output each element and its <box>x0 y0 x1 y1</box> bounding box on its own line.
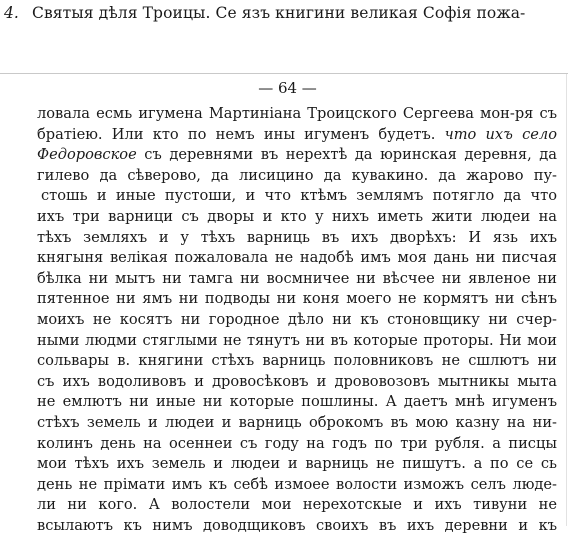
text-line-19: день не прімати имъ къ себѣ измоее волости изможъ селъ люде- <box>37 475 557 493</box>
text-line-6: ихъ три варници съ дворы и кто у нихъ иметь жити людеи на <box>37 207 557 225</box>
text-line-15: не емлютъ ни иные ни которые пошлины. А даетъ мнѣ игуменъ <box>37 393 557 411</box>
text-line-4: гилево да сѣверово, да лисицино да кувакино. да жарово пу- <box>37 166 557 184</box>
page-number: — 64 — <box>258 79 317 97</box>
text-line-8: княгыня велікая пожаловала не надобѣ имъ моя дань ни писчая <box>37 249 557 267</box>
header-text: Святыя дѣля Троицы. Се язъ книгини великая Софія пожа- <box>32 4 526 22</box>
text-line-7: тѣхъ земляхъ и у тѣхъ варниць въ ихъ дворѣхъ: И язь ихъ <box>37 228 557 246</box>
text-line-18: мои тѣхъ ихъ земель и людеи и варниць не пишутъ. а по се сь <box>37 455 557 473</box>
text-line-13: сольвары в. княгини стѣхъ варниць половниковъ не сшлютъ ни <box>37 352 557 370</box>
page-divider <box>0 73 568 74</box>
text-line-21: всылаютъ къ нимъ доводщиковъ своихъ въ ихъ деревни и къ <box>37 516 557 534</box>
document-number: 4. <box>4 4 19 22</box>
document-body <box>37 104 557 536</box>
text-line-12: ными людми стяглыми не тянутъ ни въ которые проторы. Ни мои <box>37 331 557 349</box>
text-line-16: стѣхъ земель и людеи и варниць оброкомъ въ мою казну на ни- <box>37 413 557 431</box>
text-line-11: моихъ не косятъ ни городное дѣло ни къ стоновщику ни счер- <box>37 310 557 328</box>
text-line-10: пятенное ни ямъ ни подводы ни коня моего не кормятъ ни сѣнъ <box>37 290 557 308</box>
text-line-14: съ ихъ водоливовъ и дровосѣковъ и дрововозовъ мытникы мыта <box>37 372 557 390</box>
text-line-20: ли ни кого. А волостели мои нерехотскые и ихъ тивуни не <box>37 496 557 514</box>
text-line-9: бѣлка ни мытъ ни тамга ни восмничее ни вѣсчее ни явленое ни <box>37 269 557 287</box>
running-header <box>0 0 575 26</box>
text-line-1: ловала есмь игумена Мартиніана Троицского Сергеева мон-ря съ <box>37 105 557 122</box>
text-line-17: колинъ день на осеннеи съ году на годъ по три рубля. а писцы <box>37 434 557 452</box>
text-line-5: стошь и иные пустоши, и что ктѣмъ землямъ потягло да что <box>41 187 557 205</box>
text-line-2: братіею. Или кто по немъ ины игуменъ будетъ. что ихъ село <box>37 125 557 143</box>
page-edge-rule <box>566 74 567 526</box>
text-line-3: Федоровское съ деревнями въ нерехтѣ да юринская деревня, да <box>37 146 557 164</box>
